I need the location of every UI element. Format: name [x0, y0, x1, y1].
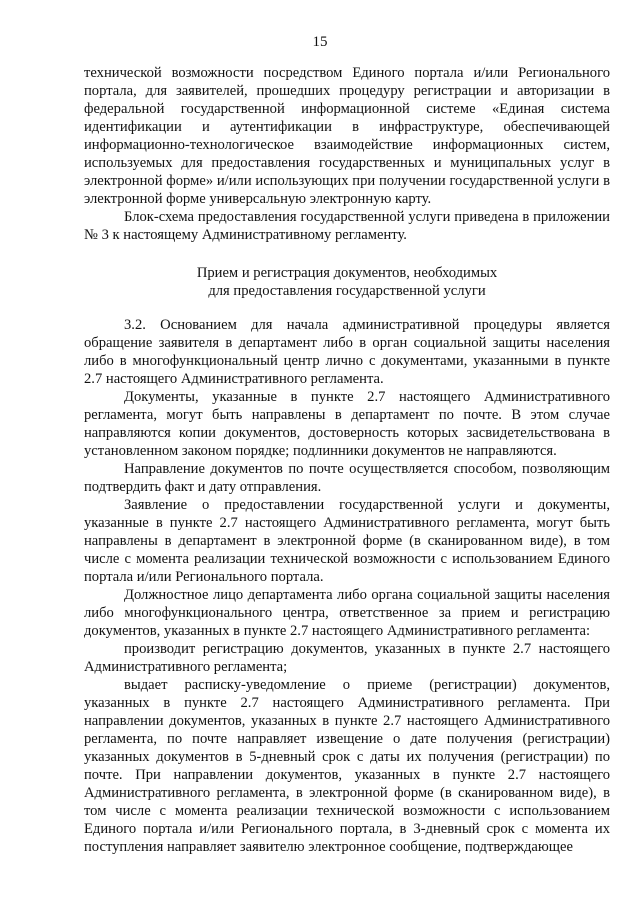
paragraph-block-scheme: Блок-схема предоставления государственной услуги приведена в приложении № 3 к настоящему Административному регламенту. [84, 209, 610, 243]
paragraph-electronic-form: Заявление о предоставлении государственной услуги и документы, указанные в пункте 2.7 настоящего Административного регламента, могут быть направлены в департамент в электронной форме (в сканированном виде), в том числе с момента реализации технической возможности с использованием Единого портала и/или Регионального портала. [84, 497, 610, 585]
paragraph-3-2: 3.2. Основанием для начала административной процедуры является обращение заявителя в департамент либо в орган социальной защиты населения либо в многофункциональный центр лично с документами, указанными в пункте 2.7 настоящего Административного регламента. [84, 317, 610, 387]
paragraph-receipt-notice: выдает расписку-уведомление о приеме (регистрации) документов, указанных в пункте 2.7 настоящего Административного регламента. При направлении документов, указанных в пункте 2.7 настоящего Административного регламента, по почте направляет извещение о дате получения (регистрации) указанных документов в 5-дневный срок с даты их получения (регистрации) по почте. При направлении документов, указанных в пункте 2.7 настоящего Административного регламента, в электронной форме (в сканированном виде), в том числе с момента реализации технической возможности с использованием Единого портала и/или Регионального портала, в 3-дневный срок с момента их поступления направляет заявителю электронное сообщение, подтверждающее [84, 677, 610, 855]
page-number: 15 [312, 34, 328, 50]
section-heading-line-2: для предоставления государственной услуги [208, 283, 486, 299]
section-heading [84, 264, 610, 300]
section-heading-line-1: Прием и регистрация документов, необходимых [196, 265, 498, 281]
paragraph-continuation: технической возможности посредством Единого портала и/или Регионального портала, для заявителей, прошедших процедуру регистрации и авторизации в федеральной государственной информационной системе «Единая система идентификации и аутентификации в инфраструктуре, обеспечивающей информационно-технологическое взаимодействие информационных систем, используемых для предоставления государственных и муниципальных услуг в электронной форме» и/или использующих при получении государственной услуги в электронной форме универсальную электронную карту. [84, 65, 610, 207]
paragraph-official-duties: Должностное лицо департамента либо органа социальной защиты населения либо многофункционального центра, ответственное за прием и регистрацию документов, указанных в пункте 2.7 настоящего Административного регламента: [84, 587, 610, 639]
paragraph-registration: производит регистрацию документов, указанных в пункте 2.7 настоящего Административного регламента; [84, 641, 610, 675]
document-body [84, 64, 610, 856]
paragraph-post-method: Направление документов по почте осуществляется способом, позволяющим подтвердить факт и дату отправления. [84, 461, 610, 495]
paragraph-documents-by-post: Документы, указанные в пункте 2.7 настоящего Административного регламента, могут быть направлены в департамент по почте. В этом случае направляются копии документов, достоверность которых засвидетельствована в установленном законом порядке; подлинники документов не направляются. [84, 389, 610, 459]
